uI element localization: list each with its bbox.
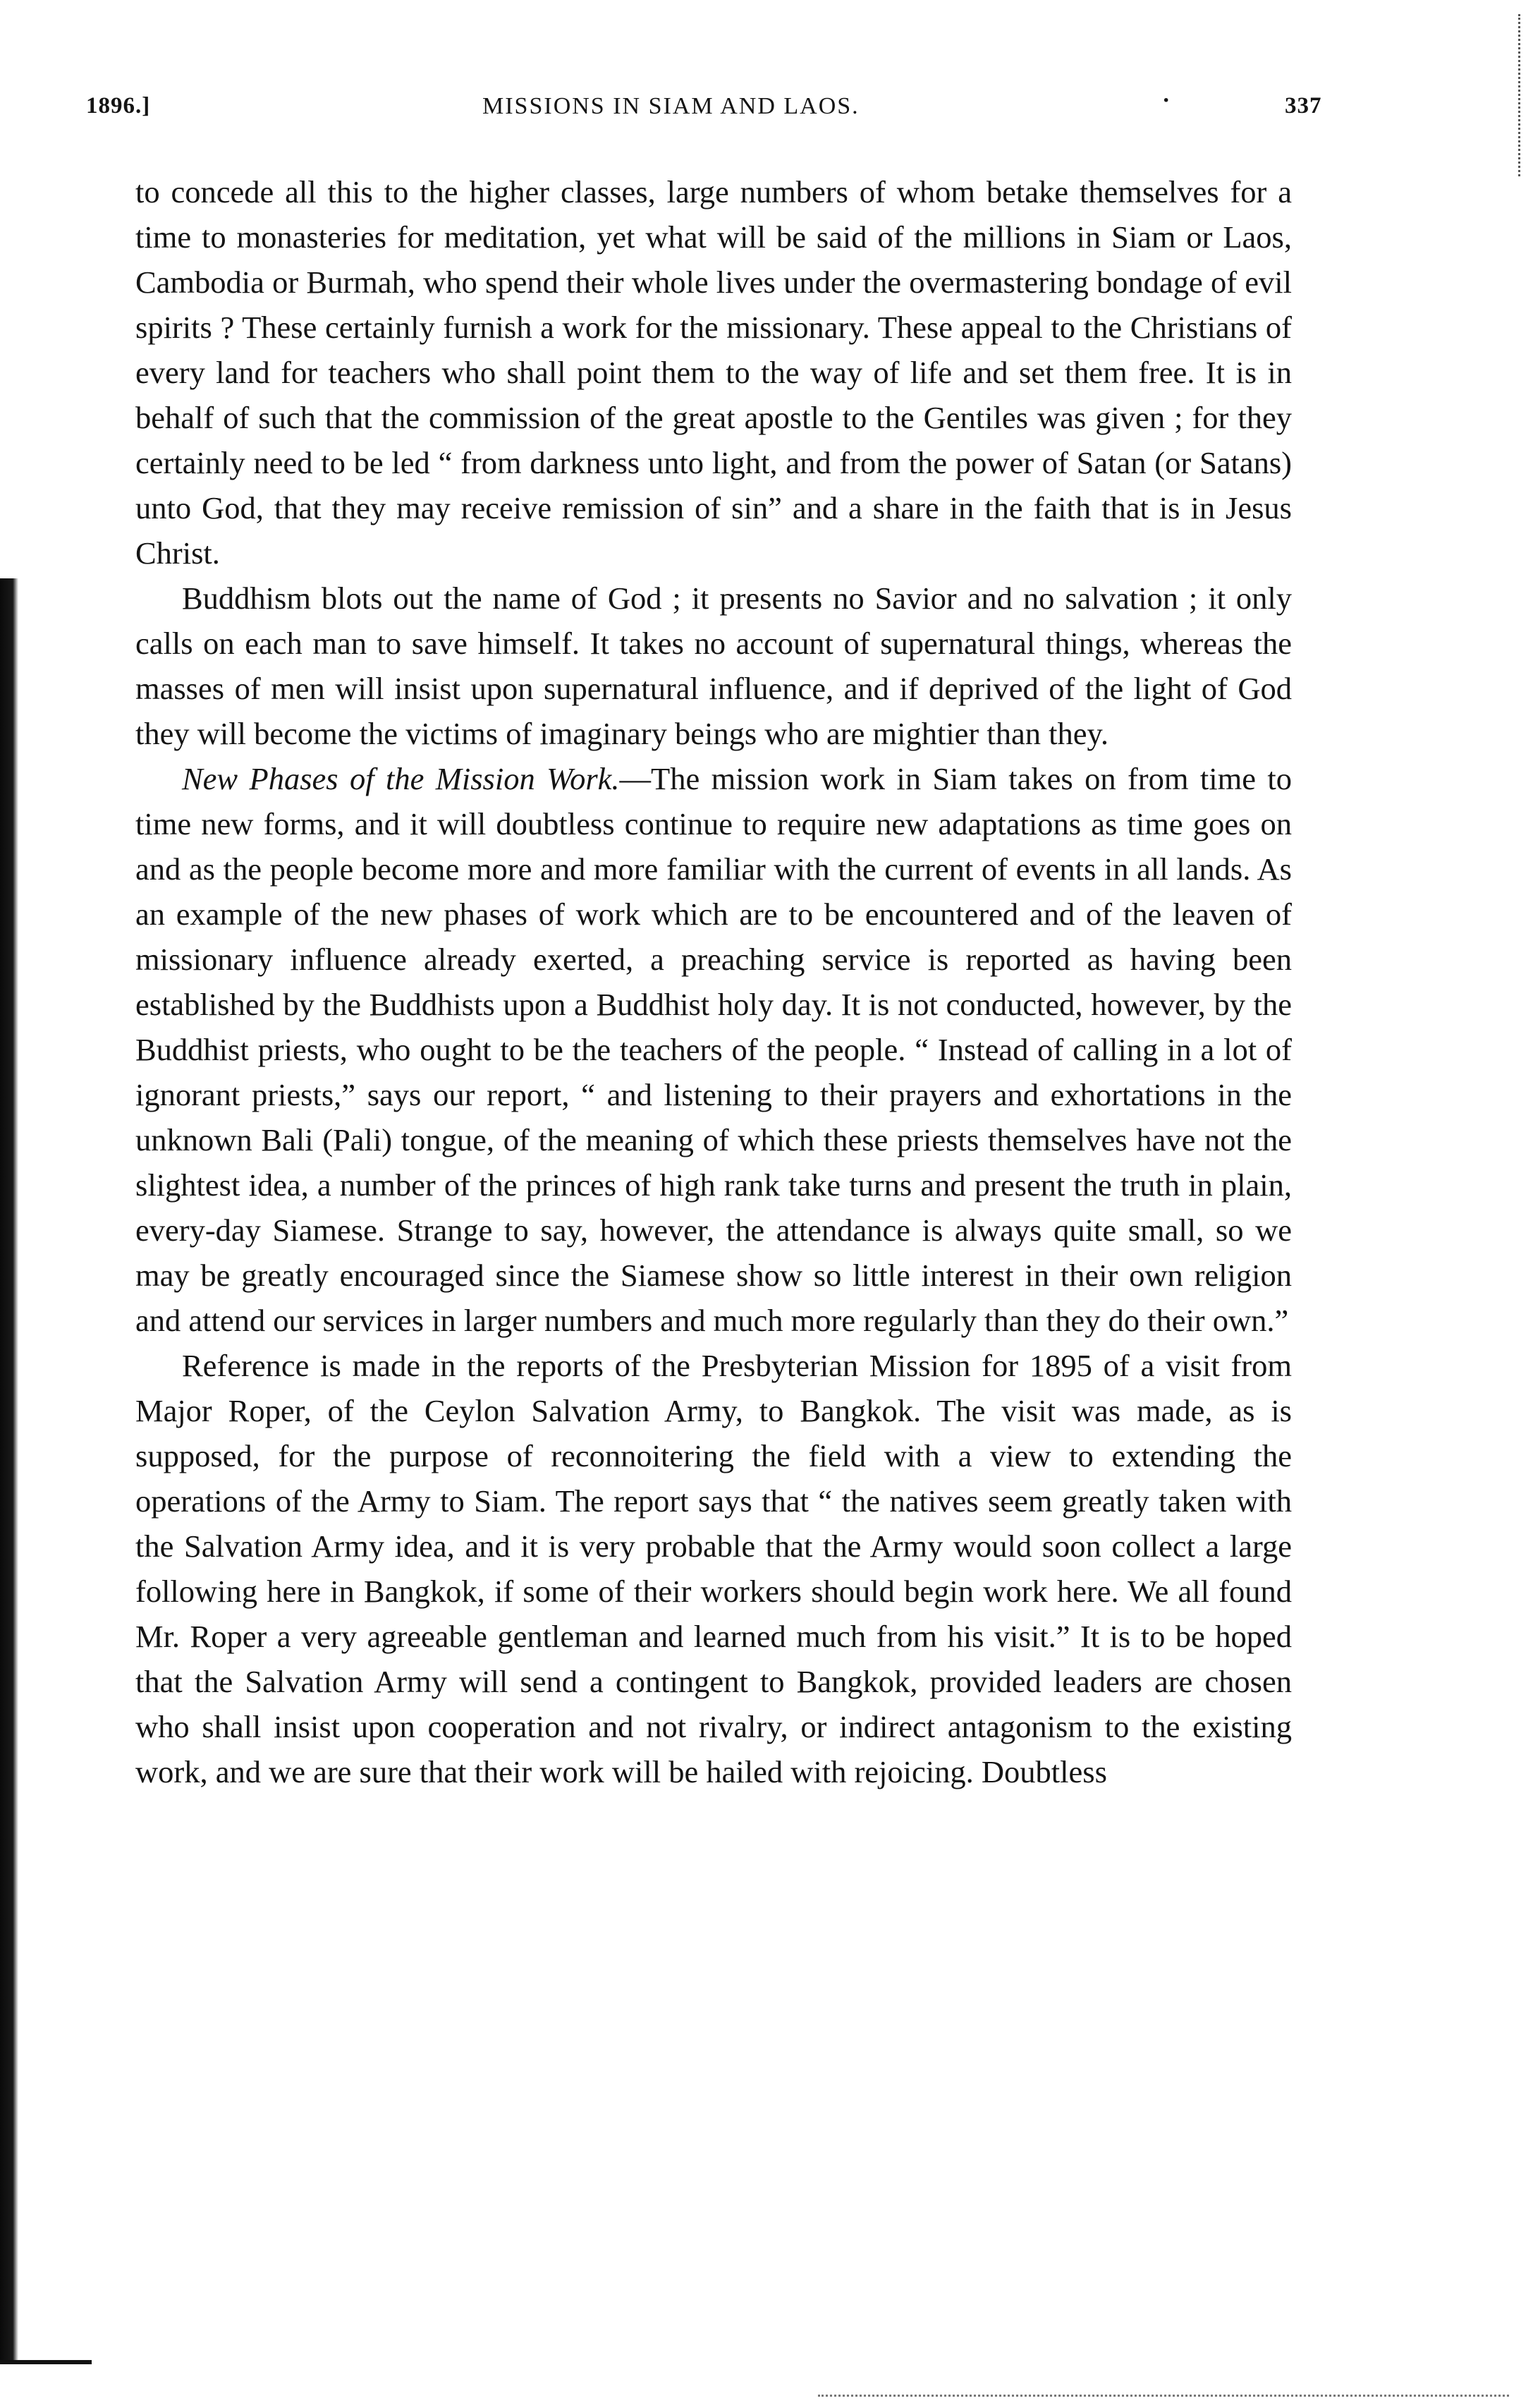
scan-edge-marks: [1508, 14, 1520, 176]
paragraph-1-text: to concede all this to the higher classes, large numbers of whom betake themselves for a time to monasteries for meditation, yet what will be said of the millions in Siam or Laos, Cambodia or Burmah, who spend their whole lives under the overmastering bondage of evil spirits ? These certainly furnish a work for the missionary. These appeal to the Christians of every land for teachers who shall point them to the way of life and set them free. It is in behalf of such that the commission of the great apostle to the Gentiles was given ; for they certainly need to be led “ from darkness unto light, and from the power of Satan (or Satans) unto God, that they may receive remission of sin” and a share in the faith that is in Jesus Christ.: [135, 174, 1292, 571]
header-title: MISSIONS IN SIAM AND LAOS.: [482, 93, 860, 119]
paragraph-3-text: —The mission work in Siam takes on from time to time new forms, and it will doubtless continue to require new adaptations as time goes on and as the people become more and more familiar with the current of events in all lands. As an example of the new phases of work which are to be encountered and of the leaven of missionary influence already exerted, a preaching service is reported as having been established by the Buddhists upon a Buddhist holy day. It is not conducted, however, by the Buddhist priests, who ought to be the teachers of the people. “ Instead of calling in a lot of ignorant priests,” says our report, “ and listening to their prayers and exhortations in the unknown Bali (Pali) tongue, of the meaning of which these priests themselves have not the slightest idea, a number of the princes of high rank take turns and present the truth in plain, every-day Siamese. Strange to say, however, the attendance is always quite small, so we may be greatly encouraged since the Siamese show so little interest in their own religion and attend our services in larger numbers and much more regularly than they do their own.”: [135, 761, 1292, 1338]
article-body: [135, 169, 1292, 1794]
paragraph-2-text: Buddhism blots out the name of God ; it presents no Savior and no salvation ; it only calls on each man to save himself. It takes no account of supernatural things, whereas the masses of men will insist upon supernatural influence, and if deprived of the light of God they will become the victims of imaginary beings who are mightier than they.: [135, 580, 1292, 751]
section-heading: New Phases of the Mission Work.: [182, 761, 620, 796]
paragraph-1: [135, 169, 1292, 576]
paragraph-4-text: Reference is made in the reports of the Presbyterian Mission for 1895 of a visit from Major Roper, of the Ceylon Salvation Army, to Bangkok. The visit was made, as is supposed, for the purpose of reconnoitering the field with a view to extending the operations of the Army to Siam. The report says that “ the natives seem greatly taken with the Salvation Army idea, and it is very probable that the Army would soon collect a large following here in Bangkok, if some of their workers should begin work here. We all found Mr. Roper a very agreeable gentleman and learned much from his visit.” It is to be hoped that the Salvation Army will send a contingent to Bangkok, provided leaders are chosen who shall insist upon cooperation and not rivalry, or indirect antagonism to the existing work, and we are sure that their work will be hailed with rejoicing. Doubtless: [135, 1348, 1292, 1789]
paragraph-2: [135, 576, 1292, 756]
running-head: [79, 87, 1322, 128]
header-separator: ·: [1162, 87, 1171, 114]
page-number: 337: [1285, 93, 1322, 118]
paragraph-3: [135, 756, 1292, 1343]
header-year: 1896.]: [86, 93, 151, 118]
binding-edge: [0, 2360, 92, 2364]
paragraph-4: [135, 1343, 1292, 1794]
binding-shadow: [0, 578, 18, 2363]
scan-bottom-specks: [818, 2395, 1509, 2399]
